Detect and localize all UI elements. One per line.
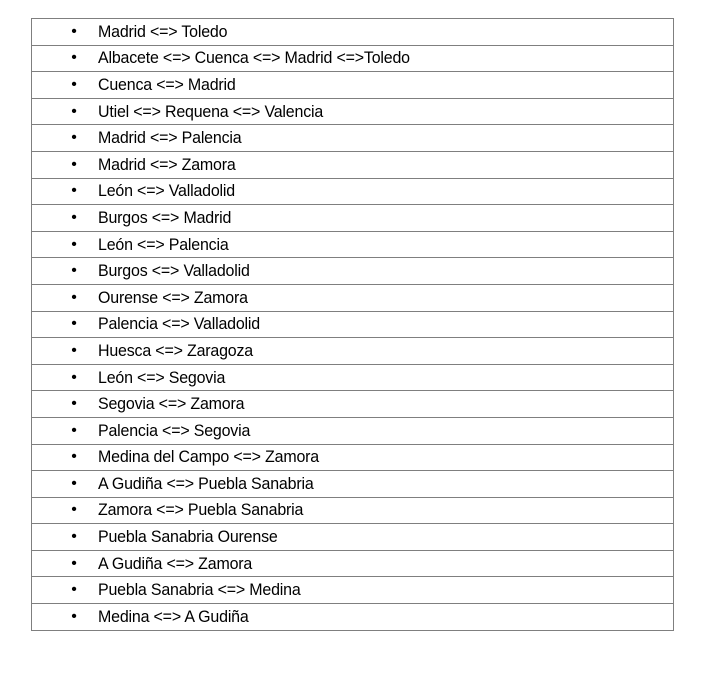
route-cell <box>32 284 674 311</box>
route-label: A Gudiña <=> Puebla Sanabria <box>98 473 314 493</box>
list-item <box>32 19 673 45</box>
list-item <box>32 551 673 577</box>
list-item <box>32 152 673 178</box>
table-row <box>32 98 674 125</box>
bullet-icon: • <box>71 208 77 226</box>
route-cell <box>32 151 674 178</box>
list-item <box>32 418 673 444</box>
route-label: Puebla Sanabria <=> Medina <box>98 580 301 600</box>
bullet-icon: • <box>71 421 77 439</box>
bullet-icon: • <box>71 22 77 40</box>
table-row <box>32 125 674 152</box>
list-item <box>32 258 673 284</box>
route-cell <box>32 45 674 72</box>
list-item <box>32 391 673 417</box>
list-item <box>32 46 673 72</box>
list-item <box>32 365 673 391</box>
route-cell <box>32 497 674 524</box>
bullet-icon: • <box>71 288 77 306</box>
list-item <box>32 524 673 550</box>
route-cell <box>32 364 674 391</box>
route-label: A Gudiña <=> Zamora <box>98 553 253 573</box>
route-cell <box>32 444 674 471</box>
bullet-icon: • <box>71 235 77 253</box>
table-row <box>32 178 674 205</box>
table-row <box>32 45 674 72</box>
bullet-icon: • <box>71 607 77 625</box>
table-row <box>32 417 674 444</box>
route-cell <box>32 524 674 551</box>
route-label: Medina <=> A Gudiña <box>98 606 249 626</box>
bullet-icon: • <box>71 501 77 519</box>
route-cell <box>32 178 674 205</box>
route-cell <box>32 550 674 577</box>
table-row <box>32 72 674 99</box>
table-row <box>32 364 674 391</box>
route-label: Huesca <=> Zaragoza <box>98 340 253 360</box>
route-label: Puebla Sanabria Ourense <box>98 527 278 547</box>
table-row <box>32 577 674 604</box>
bullet-icon: • <box>71 554 77 572</box>
bullet-icon: • <box>71 49 77 67</box>
route-cell <box>32 417 674 444</box>
route-label: Burgos <=> Valladolid <box>98 261 250 281</box>
route-label: Albacete <=> Cuenca <=> Madrid <=>Toledo <box>98 48 410 68</box>
table-row <box>32 524 674 551</box>
table-row <box>32 284 674 311</box>
table-row <box>32 231 674 258</box>
table-row <box>32 258 674 285</box>
bullet-icon: • <box>71 129 77 147</box>
route-label: Burgos <=> Madrid <box>98 207 232 227</box>
route-cell <box>32 19 674 46</box>
route-label: Madrid <=> Zamora <box>98 154 236 174</box>
table-row <box>32 497 674 524</box>
route-label: Cuenca <=> Madrid <box>98 74 236 94</box>
route-label: León <=> Valladolid <box>98 181 235 201</box>
bullet-icon: • <box>71 182 77 200</box>
bullet-icon: • <box>71 341 77 359</box>
list-item <box>32 125 673 151</box>
list-item <box>32 498 673 524</box>
table-row <box>32 19 674 46</box>
route-cell <box>32 125 674 152</box>
bullet-icon: • <box>71 474 77 492</box>
list-item <box>32 179 673 205</box>
route-label: Segovia <=> Zamora <box>98 394 245 414</box>
table-row <box>32 471 674 498</box>
table-row <box>32 391 674 418</box>
table-row <box>32 205 674 232</box>
route-cell <box>32 577 674 604</box>
route-cell <box>32 231 674 258</box>
list-item <box>32 471 673 497</box>
route-label: Utiel <=> Requena <=> Valencia <box>98 101 324 121</box>
list-item <box>32 338 673 364</box>
list-item <box>32 577 673 603</box>
table-row <box>32 444 674 471</box>
route-cell <box>32 205 674 232</box>
route-cell <box>32 72 674 99</box>
list-item <box>32 445 673 471</box>
route-label: Palencia <=> Segovia <box>98 420 251 440</box>
route-cell <box>32 391 674 418</box>
route-cell <box>32 98 674 125</box>
list-item <box>32 205 673 231</box>
route-label: Zamora <=> Puebla Sanabria <box>98 500 304 520</box>
bullet-icon: • <box>71 448 77 466</box>
list-item <box>32 72 673 98</box>
route-cell <box>32 311 674 338</box>
bullet-icon: • <box>71 155 77 173</box>
route-cell <box>32 338 674 365</box>
route-label: Palencia <=> Valladolid <box>98 314 260 334</box>
list-item <box>32 99 673 125</box>
table-row <box>32 604 674 631</box>
table-row <box>32 151 674 178</box>
table-row <box>32 311 674 338</box>
bullet-icon: • <box>71 102 77 120</box>
route-label: Medina del Campo <=> Zamora <box>98 447 319 467</box>
bullet-icon: • <box>71 75 77 93</box>
list-item <box>32 232 673 258</box>
bullet-icon: • <box>71 395 77 413</box>
route-cell <box>32 604 674 631</box>
route-label: Madrid <=> Toledo <box>98 21 228 41</box>
list-item <box>32 285 673 311</box>
list-item <box>32 604 673 630</box>
route-cell <box>32 471 674 498</box>
bullet-icon: • <box>71 368 77 386</box>
route-list-body <box>32 19 674 631</box>
bullet-icon: • <box>71 315 77 333</box>
table-row <box>32 338 674 365</box>
route-label: Ourense <=> Zamora <box>98 287 248 307</box>
route-list-table <box>31 18 674 631</box>
bullet-icon: • <box>71 528 77 546</box>
route-label: León <=> Segovia <box>98 367 226 387</box>
route-label: León <=> Palencia <box>98 234 229 254</box>
route-cell <box>32 258 674 285</box>
table-row <box>32 550 674 577</box>
bullet-icon: • <box>71 581 77 599</box>
route-label: Madrid <=> Palencia <box>98 128 242 148</box>
list-item <box>32 312 673 338</box>
bullet-icon: • <box>71 262 77 280</box>
